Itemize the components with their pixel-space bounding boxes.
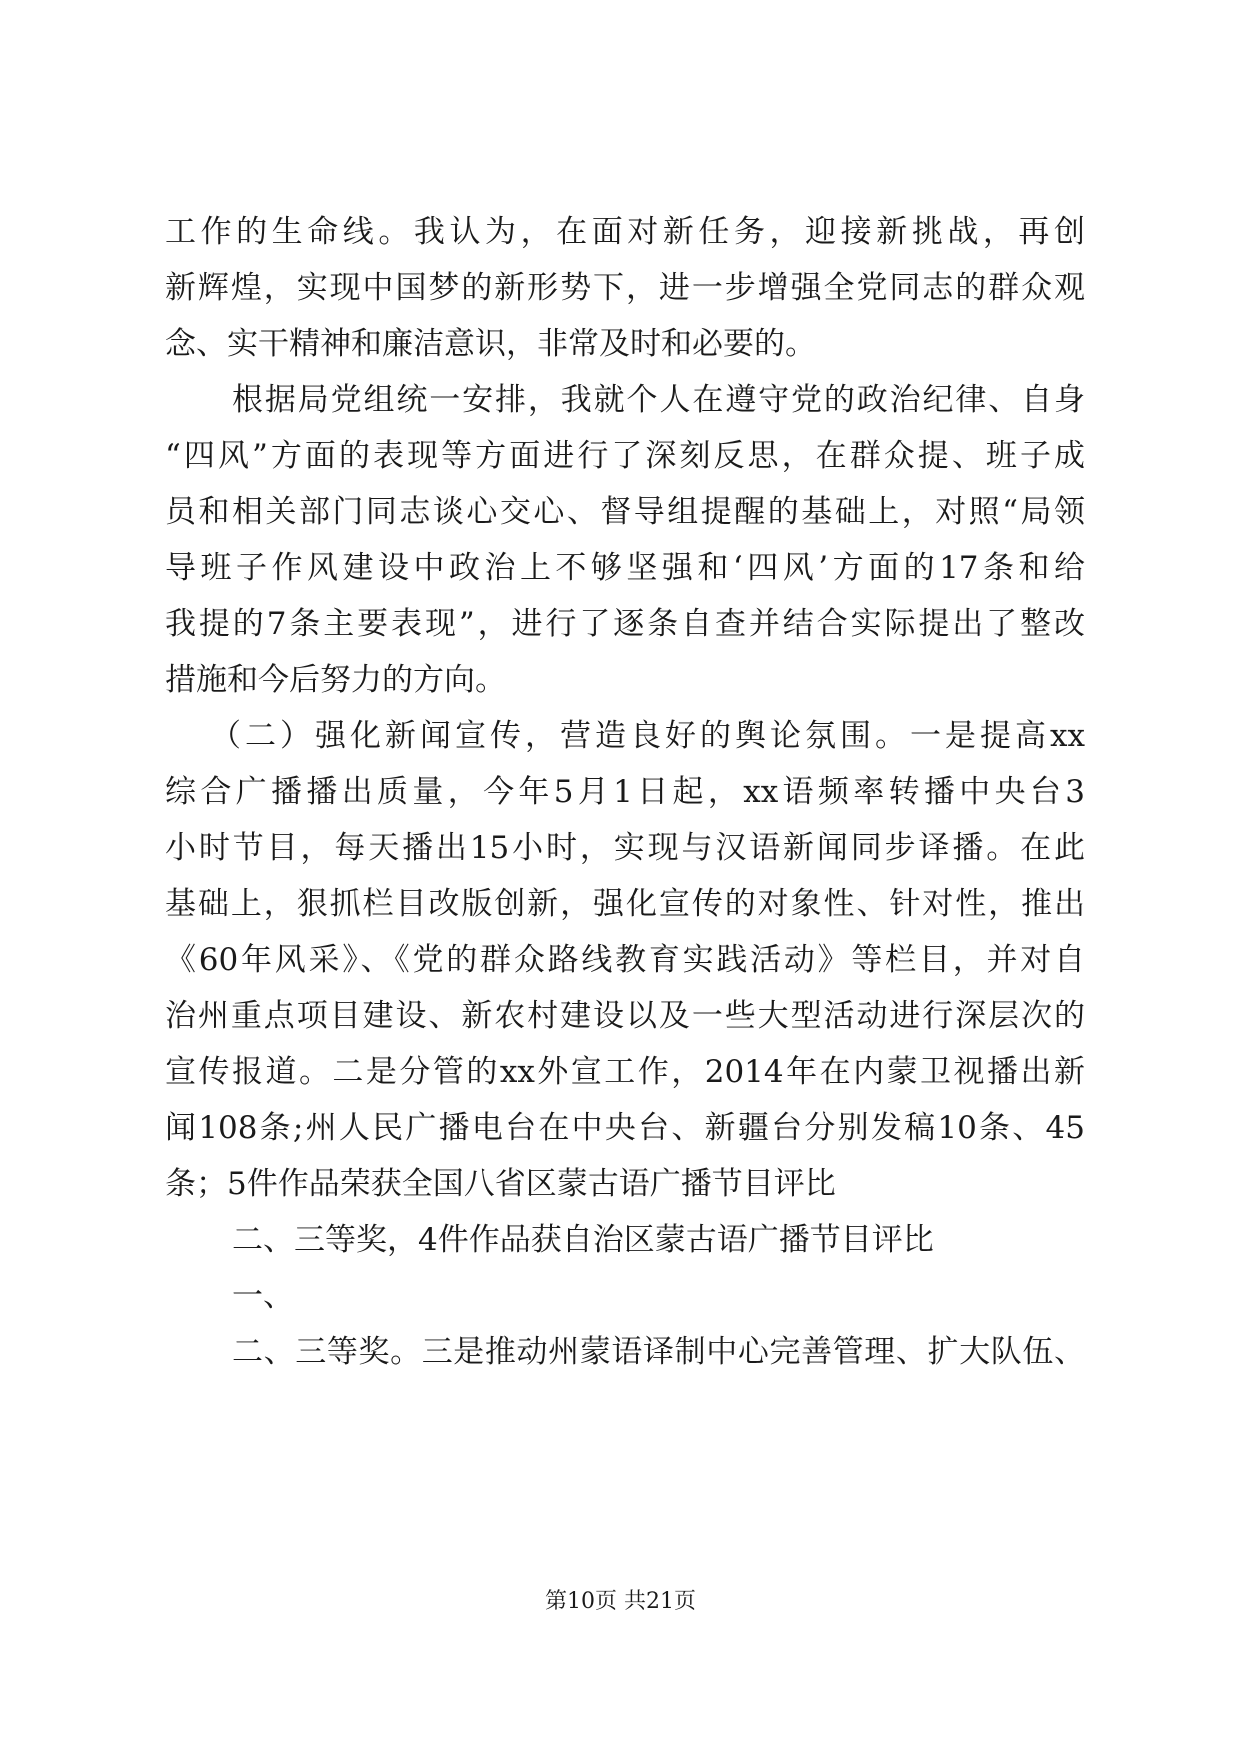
page-number-footer: 第10页 共21页	[545, 1589, 696, 1614]
text-line: 一、	[232, 1278, 294, 1314]
text-line: 工作的生命线。我认为，在面对新任务，迎接新挑战，再创	[165, 214, 1085, 250]
text-line: 念、实干精神和廉洁意识，非常及时和必要的。	[165, 326, 816, 362]
text-line: 宣传报道。二是分管的xx外宣工作，2014年在内蒙卫视播出新	[165, 1054, 1085, 1090]
text-line: 二、三等奖，4件作品获自治区蒙古语广播节目评比	[232, 1222, 934, 1258]
section-heading-line: （二）强化新闻宣传，营造良好的舆论氛围。一是提高xx	[210, 718, 1085, 754]
text-line: 二、三等奖。三是推动州蒙语译制中心完善管理、扩大队伍、	[232, 1334, 1085, 1370]
text-line: 《60年风采》、《党的群众路线教育实践活动》等栏目，并对自	[165, 942, 1085, 978]
text-line: 闻108条;州人民广播电台在中央台、新疆台分别发稿10条、45	[165, 1110, 1085, 1146]
text-line: 小时节目，每天播出15小时，实现与汉语新闻同步译播。在此	[165, 830, 1085, 866]
text-line: 我提的7条主要表现”，进行了逐条自查并结合实际提出了整改	[165, 606, 1085, 642]
text-line: 治州重点项目建设、新农村建设以及一些大型活动进行深层次的	[165, 998, 1085, 1034]
text-line: 导班子作风建设中政治上不够坚强和‘四风’方面的17条和给	[165, 550, 1085, 586]
text-line: 基础上，狠抓栏目改版创新，强化宣传的对象性、针对性，推出	[165, 886, 1085, 922]
text-line: 条；5件作品荣获全国八省区蒙古语广播节目评比	[165, 1166, 836, 1202]
paragraph-first-line: 根据局党组统一安排，我就个人在遵守党的政治纪律、自身	[232, 382, 1085, 418]
text-line: “四风”方面的表现等方面进行了深刻反思，在群众提、班子成	[165, 438, 1085, 474]
text-line: 综合广播播出质量，今年5月1日起，xx语频率转播中央台3	[165, 774, 1085, 810]
text-line: 新辉煌，实现中国梦的新形势下，进一步增强全党同志的群众观	[165, 270, 1085, 306]
text-line: 员和相关部门同志谈心交心、督导组提醒的基础上，对照“局领	[165, 494, 1085, 530]
text-line: 措施和今后努力的方向。	[165, 662, 506, 698]
